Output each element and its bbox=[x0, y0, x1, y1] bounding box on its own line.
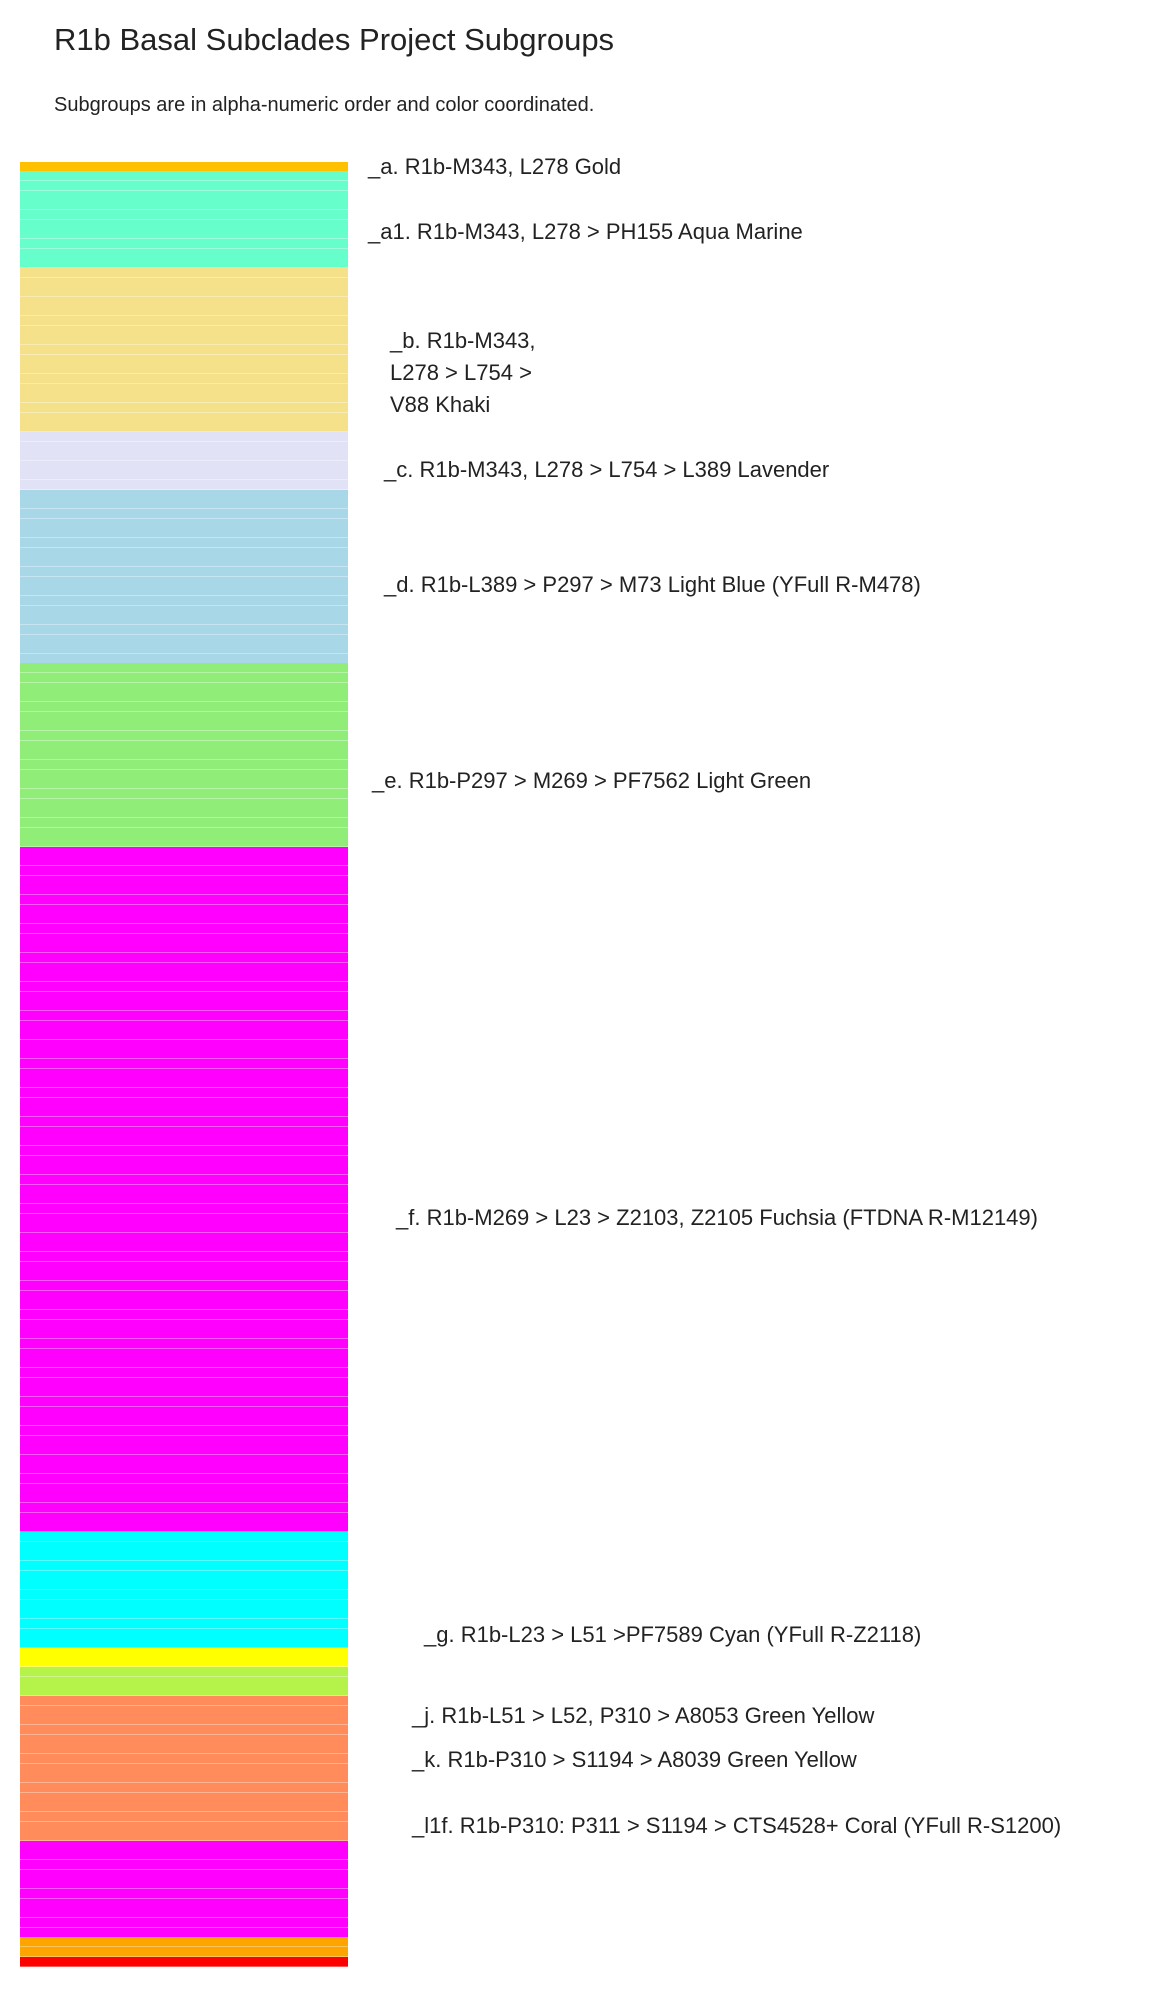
legend-row-g bbox=[20, 1590, 348, 1600]
color-coded-subclade-list bbox=[20, 152, 348, 1996]
legend-row-e bbox=[20, 808, 348, 818]
legend-row-f bbox=[20, 1329, 348, 1339]
legend-row-f bbox=[20, 1001, 348, 1011]
legend-row-f bbox=[20, 1464, 348, 1474]
legend-row-o bbox=[20, 1957, 348, 1967]
legend-row-d bbox=[20, 654, 348, 664]
legend-row-f bbox=[20, 1242, 348, 1252]
legend-row-b bbox=[20, 374, 348, 384]
legend-row-f bbox=[20, 1214, 348, 1224]
legend-row-f bbox=[20, 1059, 348, 1069]
legend-row-f bbox=[20, 1397, 348, 1407]
legend-row-a1 bbox=[20, 220, 348, 230]
legend-row-b bbox=[20, 413, 348, 423]
legend-row-m bbox=[20, 1870, 348, 1880]
legend-row-l1f bbox=[20, 1754, 348, 1764]
legend-row-f bbox=[20, 876, 348, 886]
legend-row-l1f bbox=[20, 1696, 348, 1706]
legend-row-f bbox=[20, 1349, 348, 1359]
legend-row-f bbox=[20, 1204, 348, 1214]
legend-row-f bbox=[20, 1493, 348, 1503]
legend-row-b bbox=[20, 278, 348, 288]
legend-row-n bbox=[20, 1947, 348, 1957]
legend-row-a bbox=[20, 162, 348, 172]
legend-row-e bbox=[20, 663, 348, 673]
legend-row-f bbox=[20, 943, 348, 953]
legend-row-c bbox=[20, 432, 348, 442]
label-a-gold: _a. R1b-M343, L278 Gold bbox=[368, 154, 622, 179]
legend-row-f bbox=[20, 866, 348, 876]
legend-row-j bbox=[20, 1648, 348, 1658]
legend-row-c bbox=[20, 451, 348, 461]
legend-row-f bbox=[20, 1175, 348, 1185]
legend-row-g bbox=[20, 1609, 348, 1619]
legend-row-l1f bbox=[20, 1822, 348, 1832]
legend-row-l1f bbox=[20, 1764, 348, 1774]
legend-row-f bbox=[20, 972, 348, 982]
legend-row-d bbox=[20, 509, 348, 519]
legend-row-a1 bbox=[20, 258, 348, 268]
legend-row-d bbox=[20, 519, 348, 529]
legend-row-e bbox=[20, 779, 348, 789]
legend-row-b bbox=[20, 297, 348, 307]
legend-row-d bbox=[20, 557, 348, 567]
legend-row-f bbox=[20, 1291, 348, 1301]
legend-row-l1f bbox=[20, 1793, 348, 1803]
legend-row-unknown bbox=[20, 152, 348, 162]
label-c-lavender: _c. R1b-M343, L278 > L754 > L389 Lavender bbox=[384, 457, 830, 482]
legend-row-k bbox=[20, 1677, 348, 1687]
legend-row-f bbox=[20, 1474, 348, 1484]
legend-row-f bbox=[20, 982, 348, 992]
legend-row-k bbox=[20, 1686, 348, 1696]
legend-row-f bbox=[20, 1194, 348, 1204]
page-title: R1b Basal Subclades Project Subgroups bbox=[54, 22, 615, 57]
legend-row-f bbox=[20, 963, 348, 973]
legend-row-e bbox=[20, 702, 348, 712]
legend-row-d bbox=[20, 548, 348, 558]
legend-row-g bbox=[20, 1600, 348, 1610]
legend-row-e bbox=[20, 799, 348, 809]
legend-row-b bbox=[20, 268, 348, 278]
legend-row-m bbox=[20, 1889, 348, 1899]
legend-row-b bbox=[20, 316, 348, 326]
legend-row-f bbox=[20, 1049, 348, 1059]
legend-row-e bbox=[20, 692, 348, 702]
legend-row-f bbox=[20, 1445, 348, 1455]
legend-row-f bbox=[20, 905, 348, 915]
legend-row-l1f bbox=[20, 1744, 348, 1754]
page-subtitle: Subgroups are in alpha-numeric order and color coordinated. bbox=[54, 94, 595, 116]
label-f-fuchsia: _f. R1b-M269 > L23 > Z2103, Z2105 Fuchsia (FTDNA R-M12149) bbox=[396, 1205, 1038, 1230]
legend-row-f bbox=[20, 914, 348, 924]
legend-row-f bbox=[20, 1069, 348, 1079]
legend-row-f bbox=[20, 1223, 348, 1233]
legend-row-e bbox=[20, 741, 348, 751]
legend-row-f bbox=[20, 1030, 348, 1040]
legend-row-f bbox=[20, 1484, 348, 1494]
legend-row-l1f bbox=[20, 1773, 348, 1783]
legend-row-f bbox=[20, 1339, 348, 1349]
legend-row-f bbox=[20, 885, 348, 895]
legend-row-e bbox=[20, 731, 348, 741]
legend-row-m bbox=[20, 1860, 348, 1870]
legend-row-a1 bbox=[20, 191, 348, 201]
legend-row-k bbox=[20, 1667, 348, 1677]
legend-row-d bbox=[20, 615, 348, 625]
legend-row-f bbox=[20, 1378, 348, 1388]
legend-row-d bbox=[20, 644, 348, 654]
legend-row-d bbox=[20, 490, 348, 500]
legend-row-e bbox=[20, 818, 348, 828]
legend-row-a1 bbox=[20, 171, 348, 181]
legend-row-b bbox=[20, 403, 348, 413]
legend-row-c bbox=[20, 461, 348, 471]
legend-row-g bbox=[20, 1571, 348, 1581]
legend-row-b bbox=[20, 335, 348, 345]
legend-row-e bbox=[20, 673, 348, 683]
legend-row-a1 bbox=[20, 181, 348, 191]
legend-row-f bbox=[20, 1040, 348, 1050]
legend-row-f bbox=[20, 1503, 348, 1513]
legend-row-f bbox=[20, 1513, 348, 1523]
legend-row-g bbox=[20, 1580, 348, 1590]
legend-row-l1f bbox=[20, 1802, 348, 1812]
legend-row-b bbox=[20, 326, 348, 336]
legend-row-f bbox=[20, 1455, 348, 1465]
legend-row-f bbox=[20, 1310, 348, 1320]
legend-row-e bbox=[20, 789, 348, 799]
legend-row-f bbox=[20, 1358, 348, 1368]
legend-row-e bbox=[20, 721, 348, 731]
legend-row-d bbox=[20, 567, 348, 577]
legend-row-m bbox=[20, 1928, 348, 1938]
legend-row-f bbox=[20, 924, 348, 934]
legend-row-d bbox=[20, 528, 348, 538]
legend-row-l1f bbox=[20, 1706, 348, 1716]
legend-row-c bbox=[20, 442, 348, 452]
legend-row-m bbox=[20, 1879, 348, 1889]
legend-row-f bbox=[20, 1146, 348, 1156]
legend-row-e bbox=[20, 750, 348, 760]
legend-row-g bbox=[20, 1638, 348, 1648]
legend-row-m bbox=[20, 1908, 348, 1918]
legend-row-b bbox=[20, 345, 348, 355]
legend-row-l1f bbox=[20, 1715, 348, 1725]
legend-row-e bbox=[20, 712, 348, 722]
legend-row-j bbox=[20, 1657, 348, 1667]
legend-row-d bbox=[20, 538, 348, 548]
legend-row-f bbox=[20, 1426, 348, 1436]
legend-row-m bbox=[20, 1850, 348, 1860]
label-j-green-yellow: _j. R1b-L51 > L52, P310 > A8053 Green Yellow bbox=[412, 1703, 875, 1728]
legend-row-f bbox=[20, 1320, 348, 1330]
legend-row-m bbox=[20, 1841, 348, 1851]
legend-row-b bbox=[20, 287, 348, 297]
legend-row-f bbox=[20, 1387, 348, 1397]
legend-row-f bbox=[20, 1136, 348, 1146]
label-e-light-green: _e. R1b-P297 > M269 > PF7562 Light Green bbox=[372, 768, 812, 793]
legend-row-d bbox=[20, 586, 348, 596]
legend-row-g bbox=[20, 1561, 348, 1571]
legend-row-f bbox=[20, 1233, 348, 1243]
legend-row-e bbox=[20, 837, 348, 847]
label-l1f-coral: _l1f. R1b-P310: P311 > S1194 > CTS4528+ Coral (YFull R-S1200) bbox=[412, 1813, 1062, 1838]
legend-row-d bbox=[20, 625, 348, 635]
legend-row-f bbox=[20, 1127, 348, 1137]
legend-row-l1f bbox=[20, 1735, 348, 1745]
legend-row-n bbox=[20, 1937, 348, 1947]
legend-row-e bbox=[20, 683, 348, 693]
legend-row-e bbox=[20, 770, 348, 780]
legend-row-m bbox=[20, 1899, 348, 1909]
legend-row-f bbox=[20, 1368, 348, 1378]
legend-row-g bbox=[20, 1619, 348, 1629]
legend-row-f bbox=[20, 1107, 348, 1117]
label-g-cyan: _g. R1b-L23 > L51 >PF7589 Cyan (YFull R-Z2118) bbox=[424, 1622, 922, 1647]
legend-row-f bbox=[20, 1436, 348, 1446]
legend-row-f bbox=[20, 1156, 348, 1166]
legend-row-f bbox=[20, 1117, 348, 1127]
legend-row-a1 bbox=[20, 210, 348, 220]
legend-row-b bbox=[20, 306, 348, 316]
legend-row-e bbox=[20, 760, 348, 770]
legend-row-g bbox=[20, 1532, 348, 1542]
legend-row-d bbox=[20, 635, 348, 645]
legend-row-f bbox=[20, 992, 348, 1002]
legend-row-f bbox=[20, 1185, 348, 1195]
legend-row-f bbox=[20, 953, 348, 963]
legend-row-a1 bbox=[20, 239, 348, 249]
legend-row-f bbox=[20, 1407, 348, 1417]
label-d-light-blue: _d. R1b-L389 > P297 > M73 Light Blue (YFull R-M478) bbox=[384, 572, 921, 597]
legend-row-d bbox=[20, 606, 348, 616]
legend-row-d bbox=[20, 577, 348, 587]
legend-row-m bbox=[20, 1918, 348, 1928]
legend-row-f bbox=[20, 1271, 348, 1281]
legend-row-a1 bbox=[20, 229, 348, 239]
legend-row-d bbox=[20, 499, 348, 509]
legend-row-f bbox=[20, 847, 348, 857]
legend-row-g bbox=[20, 1542, 348, 1552]
legend-row-g bbox=[20, 1629, 348, 1639]
label-k-green-yellow: _k. R1b-P310 > S1194 > A8039 Green Yellow bbox=[412, 1747, 857, 1772]
legend-row-f bbox=[20, 1098, 348, 1108]
label-a1-aqua-marine: _a1. R1b-M343, L278 > PH155 Aqua Marine bbox=[368, 219, 803, 244]
legend-row-d bbox=[20, 596, 348, 606]
legend-row-c bbox=[20, 480, 348, 490]
legend-row-f bbox=[20, 1252, 348, 1262]
legend-row-l1f bbox=[20, 1812, 348, 1822]
legend-row-f bbox=[20, 856, 348, 866]
legend-row-e bbox=[20, 828, 348, 838]
legend-row-f bbox=[20, 1522, 348, 1532]
legend-row-b bbox=[20, 422, 348, 432]
legend-row-b bbox=[20, 364, 348, 374]
legend-row-f bbox=[20, 1011, 348, 1021]
legend-row-f bbox=[20, 1021, 348, 1031]
legend-row-f bbox=[20, 1262, 348, 1272]
legend-row-b bbox=[20, 355, 348, 365]
legend-row-g bbox=[20, 1551, 348, 1561]
legend-row-f bbox=[20, 1281, 348, 1291]
legend-row-f bbox=[20, 1088, 348, 1098]
legend-row-b bbox=[20, 384, 348, 394]
legend-row-f bbox=[20, 1165, 348, 1175]
legend-row-b bbox=[20, 393, 348, 403]
label-b-khaki: _b. R1b-M343, L278 > L754 > V88 Khaki bbox=[390, 328, 536, 417]
legend-row-l1f bbox=[20, 1783, 348, 1793]
legend-row-f bbox=[20, 1416, 348, 1426]
legend-row-f bbox=[20, 1078, 348, 1088]
legend-row-f bbox=[20, 895, 348, 905]
legend-row-a1 bbox=[20, 249, 348, 259]
legend-row-a1 bbox=[20, 200, 348, 210]
legend-row-f bbox=[20, 1300, 348, 1310]
legend-row-c bbox=[20, 470, 348, 480]
legend-row-f bbox=[20, 934, 348, 944]
legend-row-l1f bbox=[20, 1725, 348, 1735]
legend-row-l1f bbox=[20, 1831, 348, 1841]
